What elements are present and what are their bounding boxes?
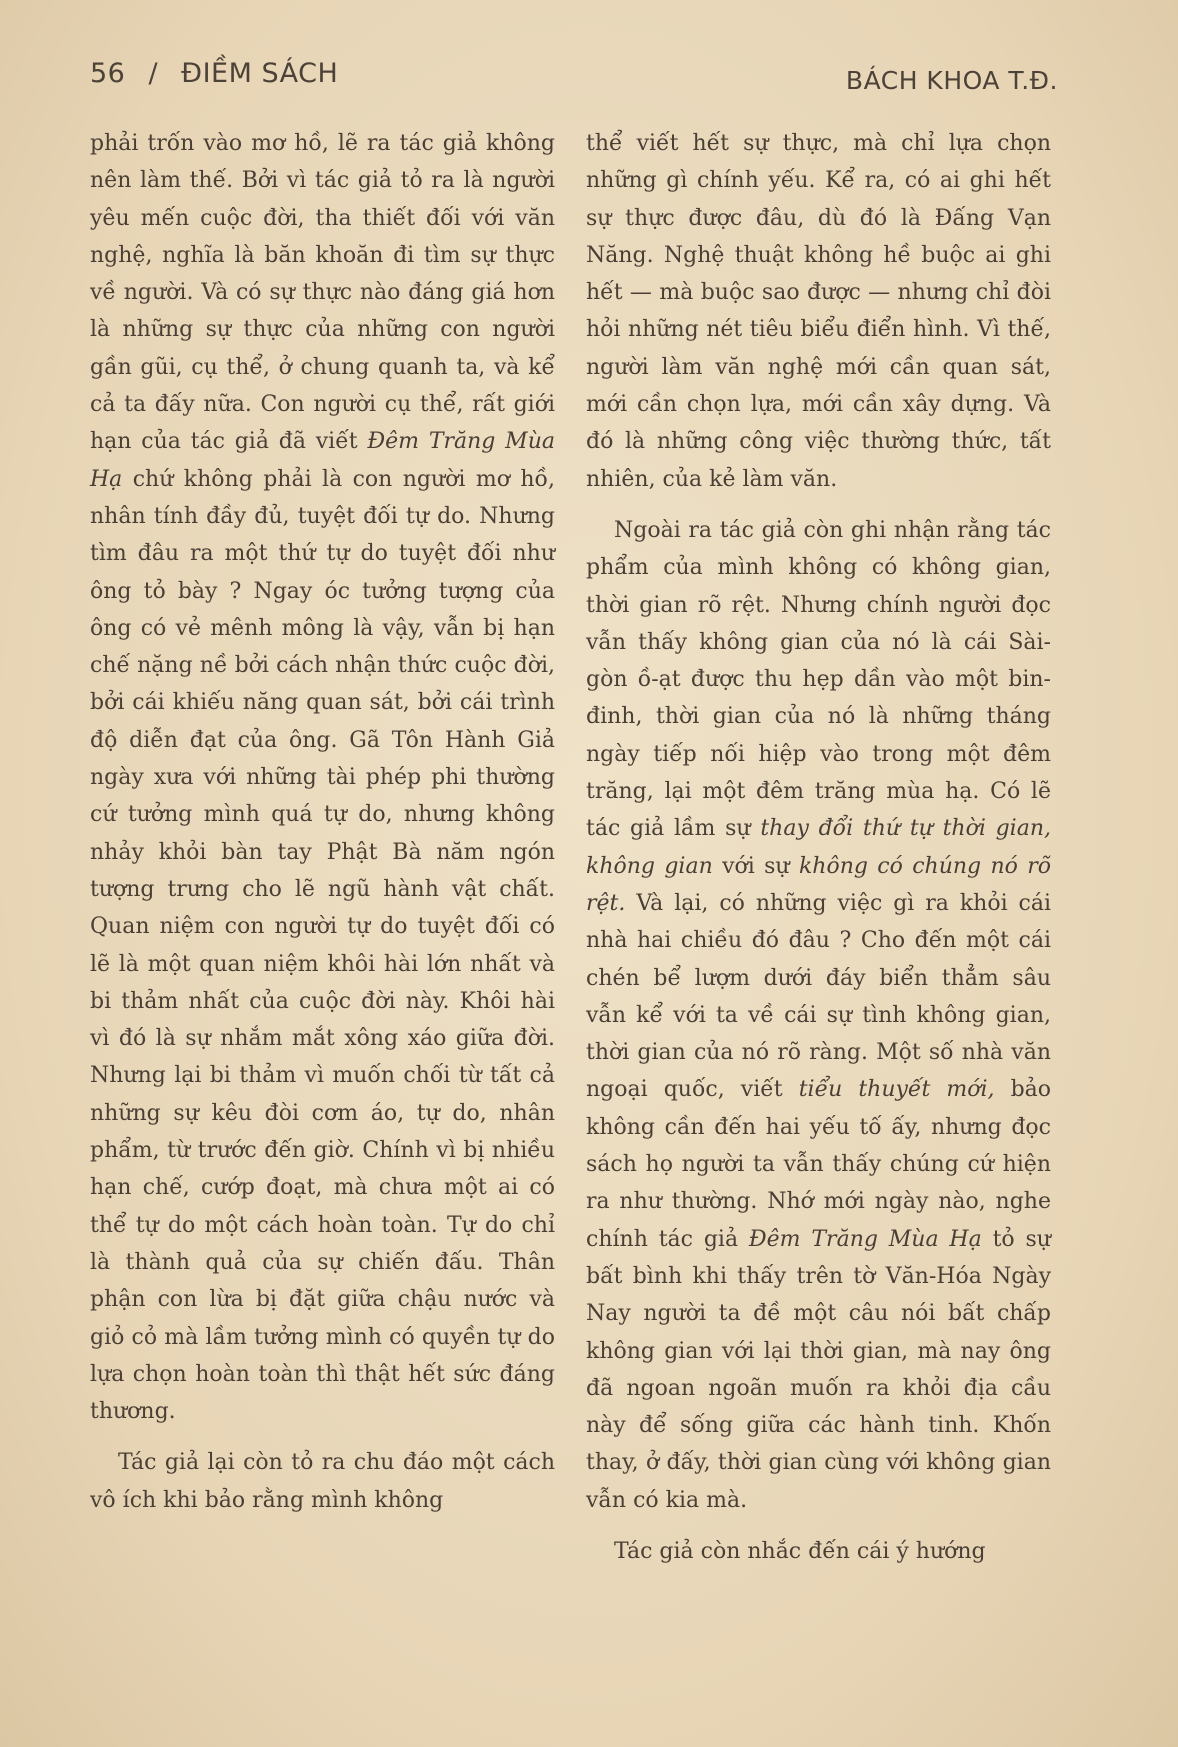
publication-name: BÁCH KHOA T.Đ. [845,66,1058,95]
right-paragraph-3: Tác giả còn nhắc đến cái ý hướng [614,1538,986,1564]
book-title-italic: Đêm Trăng Mùa Hạ [90,429,555,492]
page-number: 56 [90,58,126,89]
header-separator: / [148,58,159,89]
right-p2-text-e: tỏ sự bất bình khi thấy trên tờ Văn-Hóa Ngày Nay người ta đề một câu nói bất chấp không gian với lại thời gian, mà nay ông đã ngoan ngoãn muốn ra khỏi địa cầu này để sống giữa các hành tinh. Khốn thay, ở đấy, thời gian cùng với không gian vẫn có kia mà. [586,1226,1051,1513]
right-p2-italic-4: Đêm Trăng Mùa Hạ [748,1226,982,1252]
left-column [90,125,555,1519]
right-p2-italic-3: tiểu thuyết mới, [798,1077,995,1103]
left-p1-text-a: phải trốn vào mơ hồ, lẽ ra tác giả không nên làm thế. Bởi vì tác giả tỏ ra là người yêu mến cuộc đời, tha thiết đối với văn nghệ, nghĩa là băn khoăn đi tìm sự thực về người. Và có sự thực nào đáng giá hơn là những sự thực của những con người gần gũi, cụ thể, ở chung quanh ta, và kể cả ta đấy nữa. Con người cụ thể, rất giới hạn của tác giả đã viết [90,131,555,455]
right-column [586,125,1051,1570]
right-p2-text-b: với sự [722,853,790,879]
right-p2-text-a: Ngoài ra tác giả còn ghi nhận rằng tác phẩm của mình không có không gian, thời gian rõ rệt. Nhưng chính người đọc vẫn thấy không gian của nó là cái Sài-gòn ồ-ạt được thu hẹp dần vào một bin-đinh, thời gian của nó là những tháng ngày tiếp nối hiệp vào trong một đêm trăng, lại một đêm trăng mùa hạ. Có lẽ tác giả lầm sự [586,517,1051,842]
right-p2-text-d: bảo không cần đến hai yếu tố ấy, nhưng đọc sách họ người ta vẫn thấy chúng cứ hiện ra như thường. Nhớ mới ngày nào, nghe chính tác giả [586,1077,1052,1252]
right-p2-text-c: Và lại, có những việc gì ra khỏi cái nhà hai chiều đó đâu ? Cho đến một cái chén bể lượm dưới đáy biển thẳm sâu vẫn kể với ta về cái sự tình không gian, thời gian của nó rõ ràng. Một số nhà văn ngoại quốc, viết [586,890,1052,1103]
right-paragraph-1: thể viết hết sự thực, mà chỉ lựa chọn những gì chính yếu. Kể ra, có ai ghi hết sự thực được đâu, dù đó là Đấng Vạn Năng. Nghệ thuật không hề buộc ai ghi hết — mà buộc sao được — nhưng chỉ đòi hỏi những nét tiêu biểu điển hình. Vì thế, người làm văn nghệ mới cần quan sát, mới cần chọn lựa, mới cần xây dựng. Và đó là những công việc thường thức, tất nhiên, của kẻ làm văn. [586,131,1051,492]
right-p2-italic-2: không có chúng nó rõ rệt. [586,853,1051,916]
page-header [90,52,1058,95]
left-paragraph-1 [90,125,555,1430]
right-p2-italic-1: thay đổi thứ tự thời gian, không gian [586,816,1051,879]
header-left [90,58,352,89]
left-p1-text-b: chứ không phải là con người mơ hồ, nhân tính đầy đủ, tuyệt đối tự do. Nhưng tìm đâu ra một thứ tự do tuyệt đối như ông tỏ bày ? Ngay óc tưởng tượng của ông có vẻ mênh mông là vậy, vẫn bị hạn chế nặng nề bởi cách nhận thức cuộc đời, bởi cái khiếu năng quan sát, bởi cái trình độ diễn đạt của ông. Gã Tôn Hành Giả ngày xưa với những tài phép phi thường cứ tưởng mình quá tự do, nhưng không nhảy khỏi bàn tay Phật Bà năm ngón tượng trưng cho lẽ ngũ hành vật chất. Quan niệm con người tự do tuyệt đối có lẽ là một quan niệm khôi hài lớn nhất và bi thảm nhất của cuộc đời này. Khôi hài vì đó là sự nhắm mắt xông xáo giữa đời. Nhưng lại bi thảm vì muốn chối từ tất cả những sự kêu đòi cơm áo, tự do, nhân phẩm, từ trước đến giờ. Chính vì bị nhiều hạn chế, cướp đoạt, mà chưa một ai có thể tự do một cách hoàn toàn. Tự do chỉ là thành quả của sự chiến đấu. Thân phận con lừa bị đặt giữa chậu nước và giỏ cỏ mà lầm tưởng mình có quyền tự do lựa chọn hoàn toàn thì thật hết sức đáng thương. [90,466,555,1425]
section-title: ĐIỀM SÁCH [181,58,339,89]
left-paragraph-2: Tác giả lại còn tỏ ra chu đáo một cách vô ích khi bảo rằng mình không [90,1450,555,1513]
right-paragraph-2 [586,512,1051,1519]
